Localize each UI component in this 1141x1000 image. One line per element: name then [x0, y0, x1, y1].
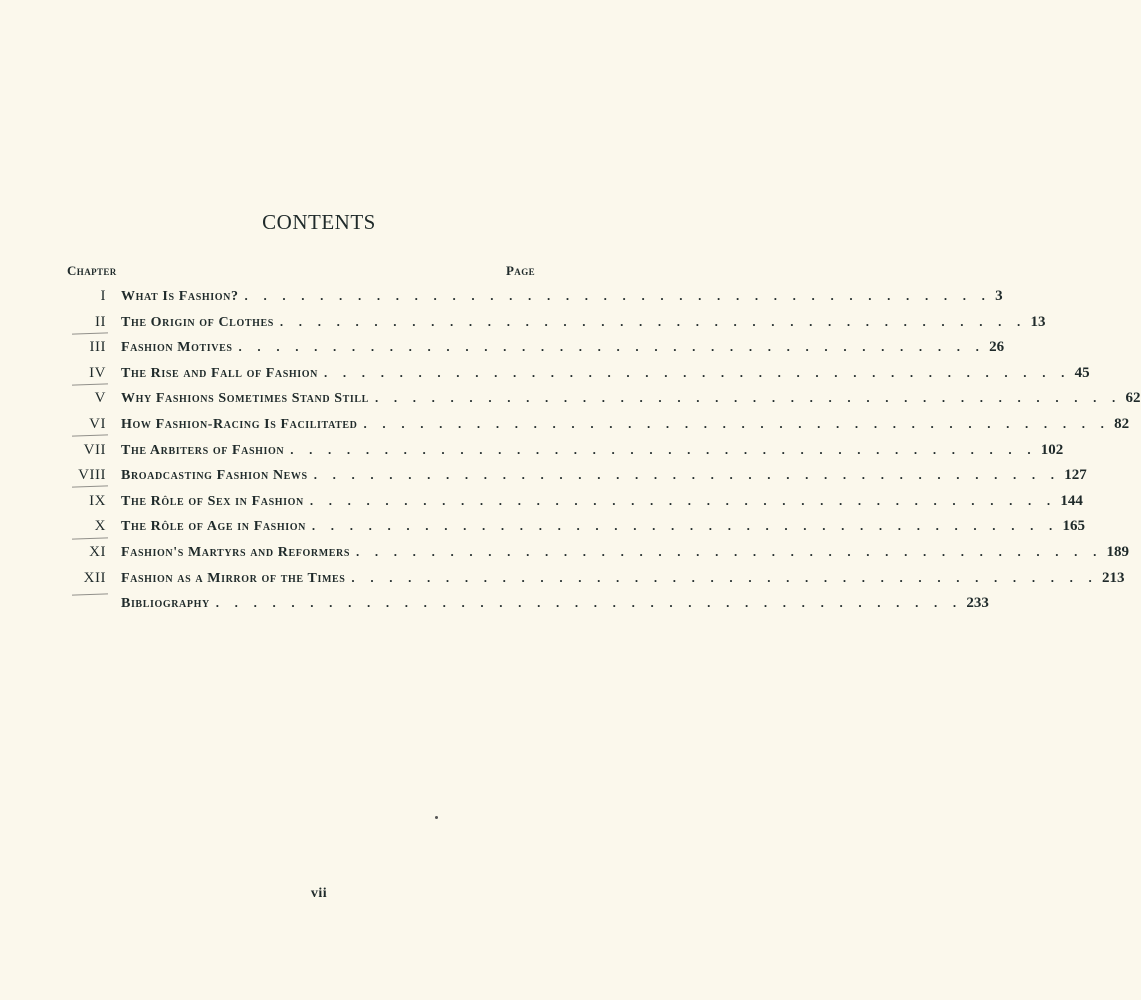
dot-leader: . . . . . . . . . . . . . . . . . . . . . . . . . . . . . . . . . . . . . . . . [355, 543, 1103, 559]
chapter-number: VI [89, 415, 106, 432]
dot-leader: . . . . . . . . . . . . . . . . . . . . . . . . . . . . . . . . . . . . . . . . [313, 467, 1061, 483]
dot-leader: . . . . . . . . . . . . . . . . . . . . . . . . . . . . . . . . . . . . . . . . [309, 492, 1057, 508]
toc-entry-8[interactable] [0, 465, 1087, 491]
page-number: 213 [1101, 569, 1125, 586]
chapter-number: IV [89, 364, 106, 381]
dot-leader: . . . . . . . . . . . . . . . . . . . . . . . . . . . . . . . . . . . . . . . . [351, 569, 1098, 585]
dot-leader: . . . . . . . . . . . . . . . . . . . . . . . . . . . . . . . . . . . . . . . . [374, 390, 1122, 406]
page-number: 62 [1125, 390, 1141, 407]
chapter-number: VIII [78, 467, 106, 484]
chapter-number: VII [83, 441, 106, 458]
chapter-title: The Rôle of Age in Fashion [121, 519, 306, 535]
dot-leader: . . . . . . . . . . . . . . . . . . . . . . . . . . . . . . . . . . . . . . . . [215, 595, 963, 611]
page-number: 189 [1106, 543, 1130, 560]
toc-entry-12[interactable] [0, 568, 1125, 594]
chapter-title: Fashion's Martyrs and Reformers [121, 544, 350, 560]
toc-entry-bibliography[interactable] [0, 593, 989, 619]
chapter-title: The Origin of Clothes [121, 314, 274, 330]
page-number: 3 [995, 288, 1003, 304]
page-title: CONTENTS [262, 210, 376, 234]
chapter-number: X [94, 518, 106, 535]
chapter-title: The Rôle of Sex in Fashion [121, 493, 304, 509]
page-number: 45 [1074, 364, 1090, 381]
chapter-title: Fashion as a Mirror of the Times [121, 570, 346, 586]
chapter-number: IX [89, 492, 106, 509]
page-number: 82 [1114, 415, 1130, 432]
paper-speck [435, 816, 438, 819]
page-folio: vii [310, 886, 328, 901]
chapter-title: What Is Fashion? [121, 289, 239, 304]
dot-leader: . . . . . . . . . . . . . . . . . . . . . . . . . . . . . . . . . . . . . . . . [363, 415, 1111, 431]
chapter-number: I [100, 288, 106, 304]
dot-leader: . . . . . . . . . . . . . . . . . . . . . . . . . . . . . . . . . . . . . . . . [244, 288, 992, 303]
dot-leader: . . . . . . . . . . . . . . . . . . . . . . . . . . . . . . . . . . . . . . . . [238, 339, 986, 355]
chapter-title: Broadcasting Fashion News [121, 468, 308, 484]
chapter-column-header: Chapter [67, 263, 117, 278]
page-number: 26 [989, 339, 1005, 356]
chapter-title: The Arbiters of Fashion [121, 442, 285, 458]
chapter-number: XI [89, 543, 106, 560]
chapter-number: XII [83, 569, 106, 586]
toc-entry-3[interactable] [0, 337, 1005, 363]
toc-entry-5[interactable] [0, 388, 1141, 414]
table-of-contents [0, 286, 1141, 619]
page-number: 144 [1060, 492, 1083, 509]
chapter-title: How Fashion-Racing Is Facilitated [121, 416, 358, 432]
toc-entry-7[interactable] [0, 440, 1064, 466]
toc-entry-9[interactable] [0, 491, 1083, 517]
toc-entry-1[interactable] [0, 286, 1003, 312]
dot-leader: . . . . . . . . . . . . . . . . . . . . . . . . . . . . . . . . . . . . . . . . [311, 518, 1059, 534]
chapter-title: Fashion Motives [121, 340, 233, 356]
chapter-title: The Rise and Fall of Fashion [121, 365, 318, 381]
dot-leader: . . . . . . . . . . . . . . . . . . . . . . . . . . . . . . . . . . . . . . . . [290, 441, 1037, 457]
dot-leader: . . . . . . . . . . . . . . . . . . . . . . . . . . . . . . . . . . . . . . . . [324, 364, 1071, 380]
page-number: 102 [1040, 441, 1064, 458]
chapter-number: II [95, 313, 106, 330]
page-column-header: Page [505, 263, 535, 278]
page-number: 127 [1064, 467, 1087, 484]
chapter-number: III [89, 339, 106, 356]
page-number: 233 [966, 595, 989, 612]
chapter-number: V [94, 390, 106, 407]
page-number: 13 [1030, 313, 1046, 330]
chapter-title: Why Fashions Sometimes Stand Still [121, 391, 369, 407]
toc-entry-11[interactable] [0, 542, 1130, 568]
dot-leader: . . . . . . . . . . . . . . . . . . . . . . . . . . . . . . . . . . . . . . . . [279, 313, 1027, 329]
chapter-title: Bibliography [121, 596, 210, 612]
page-number: 165 [1062, 518, 1085, 535]
